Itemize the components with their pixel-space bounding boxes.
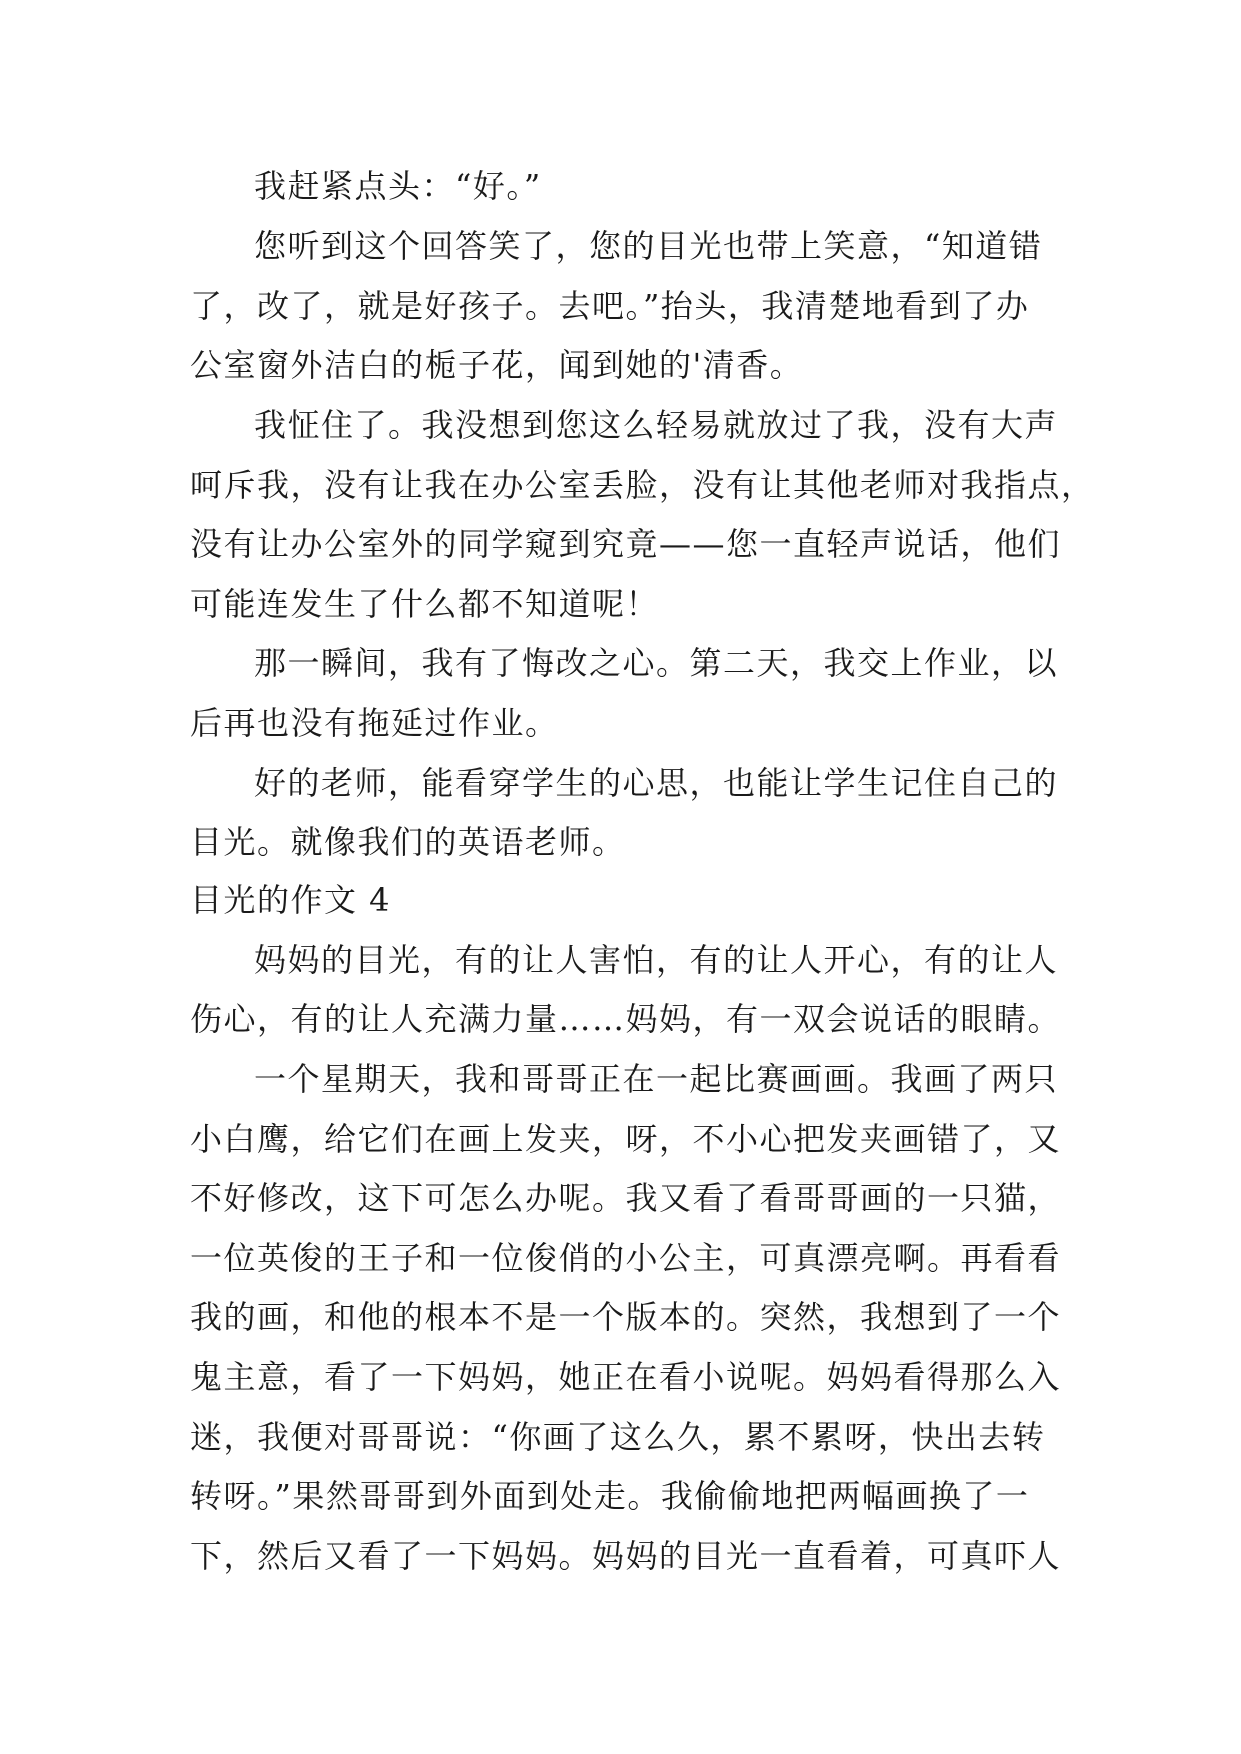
paragraph-line: 转呀。”果然哥哥到外面到处走。我偷偷地把两幅画换了一 (190, 1477, 1030, 1515)
paragraph-line: 那一瞬间，我有了悔改之心。第二天，我交上作业，以 (254, 644, 1059, 682)
paragraph-line: 我的画，和他的根本不是一个版本的。突然，我想到了一个 (190, 1298, 1062, 1336)
paragraph-line: 后再也没有拖延过作业。 (190, 704, 559, 742)
paragraph-line: 目光。就像我们的英语老师。 (190, 823, 626, 861)
paragraph-line: 下，然后又看了一下妈妈。妈妈的目光一直看着，可真吓人 (190, 1537, 1062, 1575)
paragraph-line: 了，改了，就是好孩子。去吧。”抬头，我清楚地看到了办 (190, 287, 1030, 325)
paragraph-line: 没有让办公室外的同学窥到究竟——您一直轻声说话，他们 (190, 525, 1062, 563)
paragraph-line: 好的老师，能看穿学生的心思，也能让学生记住自己的 (254, 764, 1059, 802)
paragraph-line: 可能连发生了什么都不知道呢！ (190, 585, 660, 623)
paragraph-line: 一个星期天，我和哥哥正在一起比赛画画。我画了两只 (254, 1060, 1059, 1098)
paragraph-line: 鬼主意，看了一下妈妈，她正在看小说呢。妈妈看得那么入 (190, 1358, 1062, 1396)
paragraph-line: 妈妈的目光，有的让人害怕，有的让人开心，有的让人 (254, 941, 1059, 979)
paragraph-line: 不好修改，这下可怎么办呢。我又看了看哥哥画的一只猫， (190, 1179, 1062, 1217)
paragraph-line: 小白鹰，给它们在画上发夹，呀，不小心把发夹画错了，又 (190, 1120, 1062, 1158)
section-heading: 目光的作文 4 (190, 881, 392, 919)
paragraph-line: 伤心，有的让人充满力量……妈妈，有一双会说话的眼睛。 (190, 1000, 1062, 1038)
paragraph-line: 公室窗外洁白的栀子花，闻到她的'清香。 (190, 346, 804, 384)
paragraph-line: 我怔住了。我没想到您这么轻易就放过了我，没有大声 (254, 406, 1059, 444)
paragraph-line: 您听到这个回答笑了，您的目光也带上笑意，“知道错 (254, 227, 1043, 265)
paragraph-line: 我赶紧点头：“好。” (254, 167, 542, 205)
paragraph-line: 迷，我便对哥哥说：“你画了这么久，累不累呀，快出去转 (190, 1418, 1046, 1456)
paragraph-line: 呵斥我，没有让我在办公室丢脸，没有让其他老师对我指点， (190, 466, 1095, 504)
paragraph-line: 一位英俊的王子和一位俊俏的小公主，可真漂亮啊。再看看 (190, 1239, 1062, 1277)
